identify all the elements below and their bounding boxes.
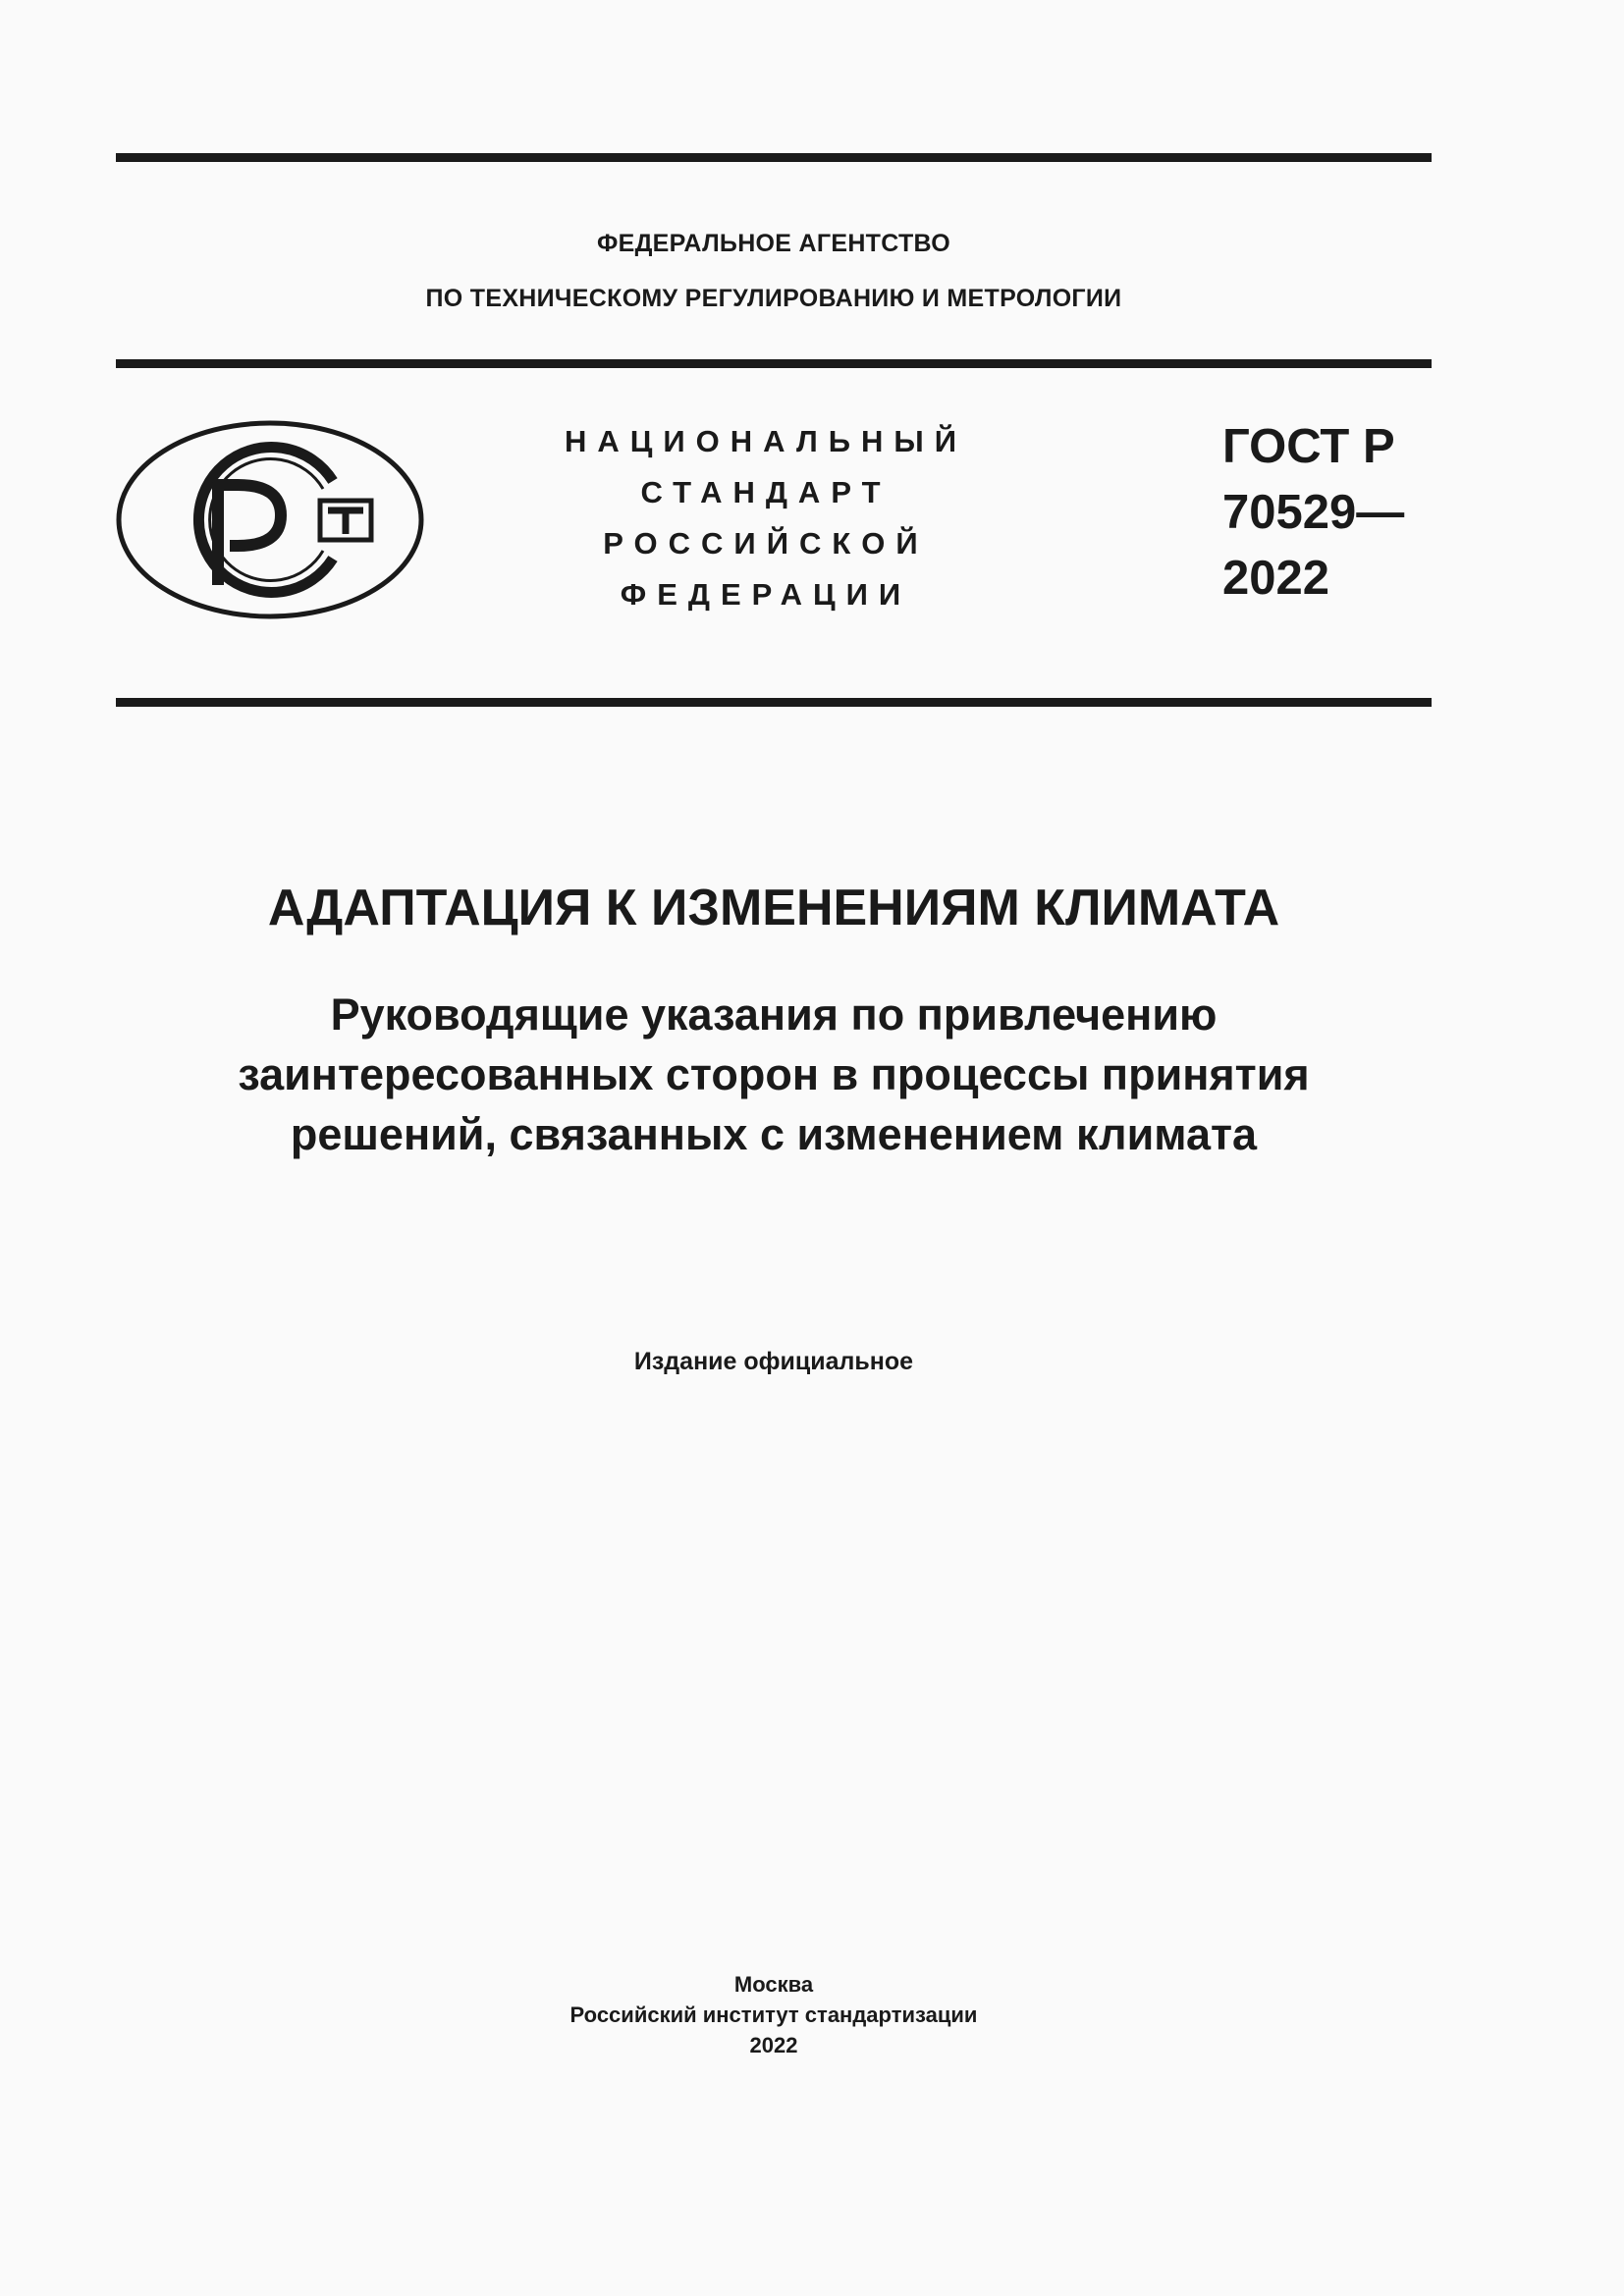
subtitle-line-1: Руководящие указания по привлечению <box>330 989 1218 1040</box>
middle-rule <box>116 698 1432 707</box>
imprint-city: Москва <box>733 1972 814 1997</box>
standard-type-line-3: РОССИЙСКОЙ <box>603 526 929 561</box>
imprint-publisher: Российский институт стандартизации <box>569 2002 978 2027</box>
subtitle-line-2: заинтересованных сторон в процессы принятия <box>238 1049 1310 1099</box>
document-title: АДАПТАЦИЯ К ИЗМЕНЕНИЯМ КЛИМАТА <box>267 880 1280 936</box>
standard-type-line-2: СТАНДАРТ <box>640 475 892 509</box>
standard-designation <box>1222 414 1404 612</box>
rst-logo-icon <box>116 420 424 619</box>
subtitle-line-3: решений, связанных с изменением климата <box>290 1109 1258 1159</box>
designation-line-1: ГОСТ Р <box>1222 420 1395 473</box>
edition-label: Издание официальное <box>633 1348 914 1375</box>
designation-line-2: 70529— <box>1222 486 1405 539</box>
top-rule <box>116 153 1432 162</box>
standard-type-line-4: ФЕДЕРАЦИИ <box>620 577 912 612</box>
agency-block <box>116 216 1432 326</box>
imprint-block <box>116 1969 1432 2060</box>
standard-type-line-1: НАЦИОНАЛЬНЫЙ <box>564 424 968 458</box>
designation-line-3: 2022 <box>1222 552 1330 605</box>
agency-line-1: ФЕДЕРАЛЬНОЕ АГЕНТСТВО <box>596 230 951 257</box>
imprint-year: 2022 <box>749 2033 798 2057</box>
header-rule <box>116 359 1432 368</box>
document-subtitle <box>116 985 1432 1164</box>
standard-type <box>555 416 977 620</box>
agency-line-2: ПО ТЕХНИЧЕСКОМУ РЕГУЛИРОВАНИЮ И МЕТРОЛОГИИ <box>425 285 1122 312</box>
